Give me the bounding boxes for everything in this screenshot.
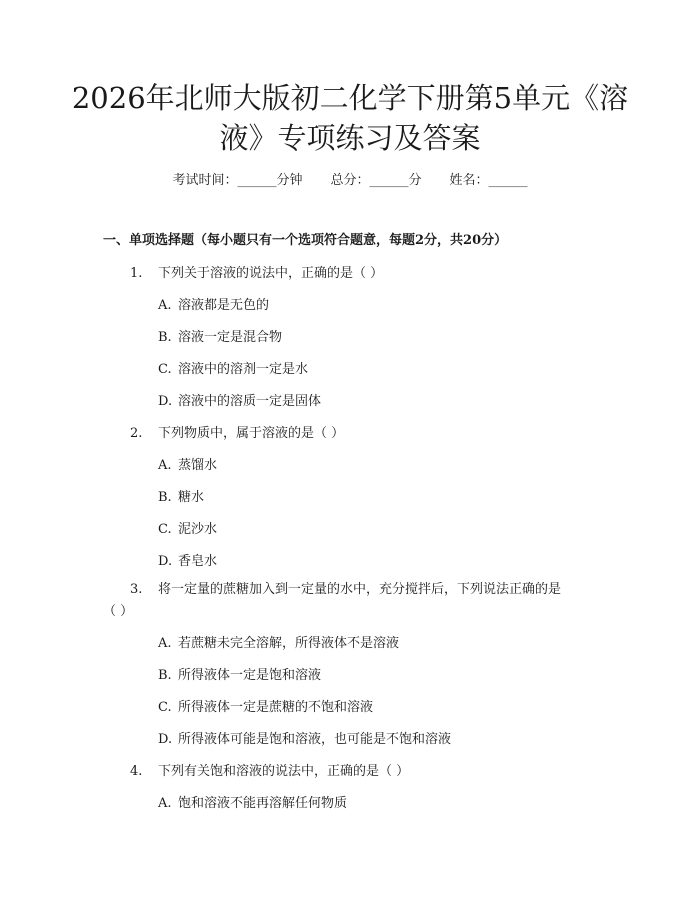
option-3b	[158, 664, 321, 683]
question-4	[130, 760, 409, 779]
option-text: 溶液中的溶质一定是固体	[178, 394, 322, 409]
question-text-line-1: 将一定量的蔗糖加入到一定量的水中，充分搅拌后，下列说法正确的是	[158, 582, 562, 597]
option-letter: B.	[158, 668, 172, 683]
option-letter: C.	[158, 700, 172, 715]
question-3	[103, 579, 603, 623]
option-letter: D.	[158, 732, 173, 747]
option-letter: A.	[158, 796, 172, 811]
total-score-field: 总分：______分	[330, 173, 422, 188]
option-2d	[158, 550, 217, 569]
question-text-line-2: （ ）	[103, 604, 134, 619]
question-number: 2.	[130, 426, 143, 441]
option-3c	[158, 696, 373, 715]
option-4a	[158, 792, 347, 811]
question-text: 下列有关饱和溶液的说法中，正确的是（ ）	[158, 764, 410, 779]
option-1c	[158, 358, 308, 377]
option-2a	[158, 454, 217, 473]
section-heading: 一、单项选择题（每小题只有一个选项符合题意，每题2分，共20分）	[103, 233, 508, 248]
exam-info-line	[0, 169, 700, 188]
option-letter: D.	[158, 394, 173, 409]
option-text: 所得液体可能是饱和溶液，也可能是不饱和溶液	[178, 732, 452, 747]
question-number: 3.	[130, 582, 143, 597]
question-text: 下列关于溶液的说法中，正确的是（ ）	[158, 266, 384, 281]
option-text: 糖水	[178, 490, 205, 505]
option-1a	[158, 294, 269, 313]
title-line-2: 液》专项练习及答案	[219, 121, 481, 155]
option-letter: A.	[158, 298, 172, 313]
option-text: 若蔗糖未完全溶解，所得液体不是溶液	[178, 636, 400, 651]
option-letter: C.	[158, 522, 172, 537]
option-3d	[158, 728, 451, 747]
option-text: 溶液一定是混合物	[178, 330, 283, 345]
option-letter: C.	[158, 362, 172, 377]
exam-time-field: 考试时间：______分钟	[172, 173, 303, 188]
option-text: 泥沙水	[178, 522, 218, 537]
option-1b	[158, 326, 282, 345]
question-number: 1.	[130, 266, 143, 281]
title-line-1: 2026年北师大版初二化学下册第5单元《溶	[71, 81, 629, 115]
option-letter: D.	[158, 554, 173, 569]
option-1d	[158, 390, 321, 409]
option-letter: A.	[158, 636, 172, 651]
student-name-field: 姓名：______	[449, 173, 528, 188]
option-text: 溶液中的溶剂一定是水	[178, 362, 309, 377]
option-text: 饱和溶液不能再溶解任何物质	[178, 796, 348, 811]
option-3a	[158, 632, 399, 651]
option-text: 蒸馏水	[178, 458, 218, 473]
question-2	[130, 422, 344, 441]
option-letter: A.	[158, 458, 172, 473]
option-text: 香皂水	[178, 554, 218, 569]
document-title	[70, 78, 630, 158]
question-number: 4.	[130, 764, 143, 779]
question-text: 下列物质中，属于溶液的是（ ）	[158, 426, 345, 441]
option-letter: B.	[158, 330, 172, 345]
option-text: 所得液体一定是蔗糖的不饱和溶液	[178, 700, 374, 715]
option-letter: B.	[158, 490, 172, 505]
option-text: 所得液体一定是饱和溶液	[178, 668, 322, 683]
option-text: 溶液都是无色的	[178, 298, 270, 313]
option-2b	[158, 486, 204, 505]
question-1	[130, 262, 383, 281]
option-2c	[158, 518, 217, 537]
